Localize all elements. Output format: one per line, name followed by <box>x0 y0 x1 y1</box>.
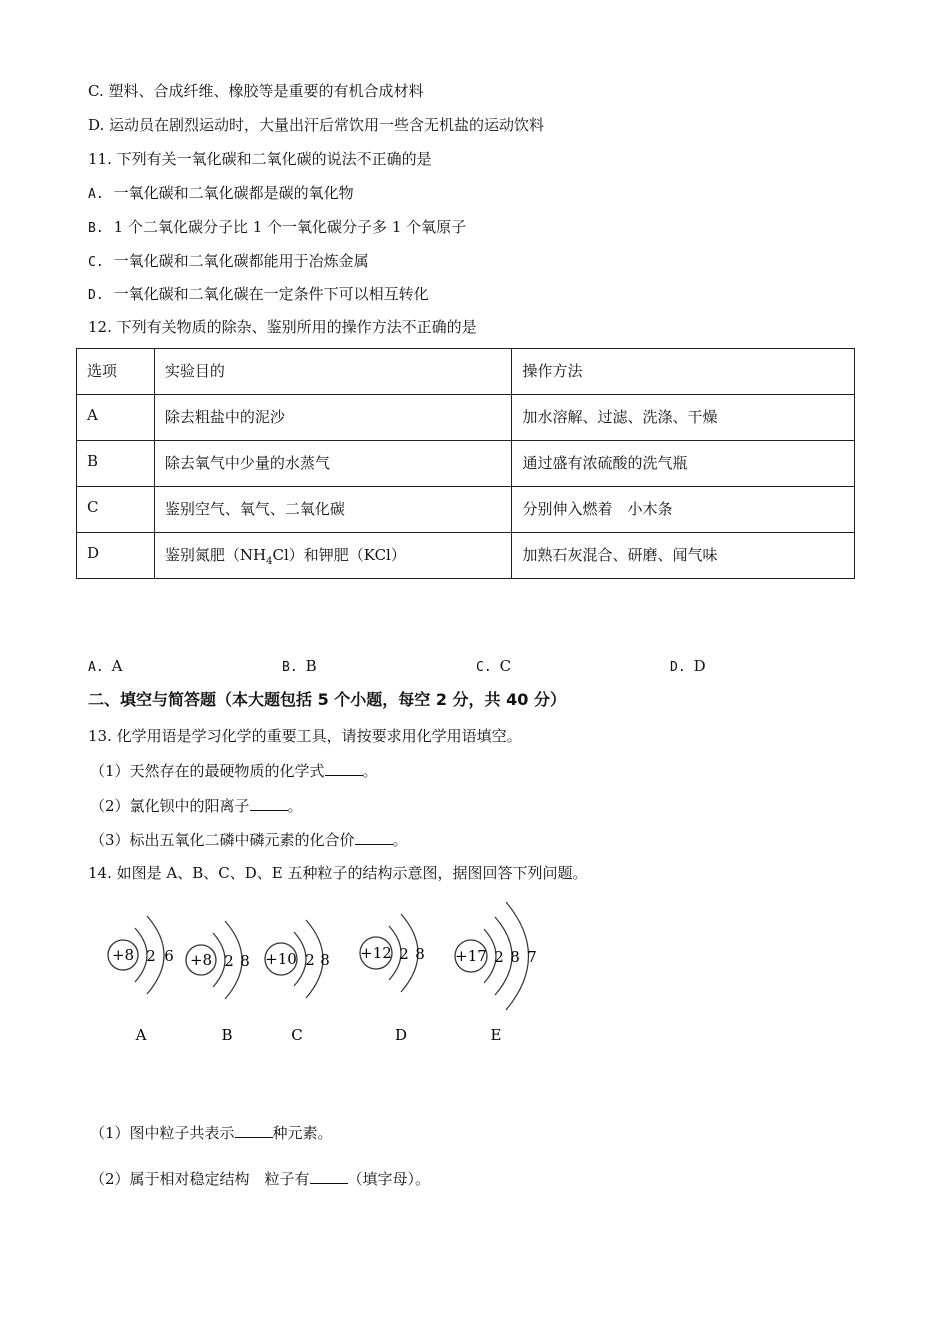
shell-electrons: 2 <box>305 951 315 969</box>
table-header-cell: 操作方法 <box>512 349 855 395</box>
answer-letter: C. <box>476 660 492 675</box>
atom-label: B <box>221 1026 233 1044</box>
part-end: 。 <box>392 831 408 849</box>
table-cell: 分别伸入燃着 小木条 <box>512 487 855 533</box>
table-cell: A <box>77 395 155 441</box>
q11-option-c-letter: C. <box>88 255 104 270</box>
nucleus-charge: +12 <box>360 944 392 962</box>
q11-option-b <box>88 217 466 239</box>
table-cell: 通过盛有浓硫酸的洗气瓶 <box>512 441 855 487</box>
part-text: （1）天然存在的最硬物质的化学式 <box>90 762 325 780</box>
atom-c <box>265 920 330 1044</box>
answer-text: A <box>111 657 123 675</box>
question-12-stem: 12. 下列有关物质的除杂、鉴别所用的操作方法不正确的是 <box>88 318 477 336</box>
question-14-stem: 14. 如图是 A、B、C、D、E 五种粒子的结构示意图，据图回答下列问题。 <box>88 864 588 882</box>
q11-option-d-letter: D. <box>88 288 104 303</box>
table-cell: 除去氧气中少量的水蒸气 <box>154 441 512 487</box>
answer-letter: D. <box>670 660 686 675</box>
q13-part-1 <box>90 761 378 781</box>
table-cell: 加熟石灰混合、研磨、闻气味 <box>512 533 855 579</box>
shell-electrons: 2 <box>494 948 504 966</box>
option-c-prev: C. 塑料、合成纤维、橡胶等是重要的有机合成材料 <box>88 82 424 100</box>
table-row <box>77 487 855 533</box>
nucleus-charge: +8 <box>111 946 135 964</box>
row-d-text: 鉴别氮肥（NH <box>164 546 267 564</box>
shell-electrons: 2 <box>146 947 156 965</box>
q11-option-a-letter: A. <box>88 187 104 202</box>
atom-label: A <box>135 1026 147 1044</box>
shell-electrons: 8 <box>415 945 425 963</box>
q11-option-d <box>88 284 429 306</box>
part-end: 。 <box>287 797 303 815</box>
section-2-title: 二、填空与简答题（本大题包括 5 个小题，每空 2 分，共 40 分） <box>88 690 566 709</box>
answer-text: D <box>693 657 706 675</box>
table-header-cell: 选项 <box>77 349 155 395</box>
question-11-stem: 11. 下列有关一氧化碳和二氧化碳的说法不正确的是 <box>88 150 432 168</box>
q13-part-2 <box>90 796 303 816</box>
atom-structure-diagram <box>95 898 555 1058</box>
atom-a <box>108 916 174 1044</box>
table-cell: C <box>77 487 155 533</box>
table-row <box>77 395 855 441</box>
q11-option-b-text: 1 个二氧化碳分子比 1 个一氧化碳分子多 1 个氧原子 <box>113 218 467 236</box>
part-end: 。 <box>362 762 378 780</box>
shell-electrons: 7 <box>527 948 537 966</box>
part-text: （2）属于相对稳定结构 粒子有 <box>90 1170 310 1188</box>
question-13-stem: 13. 化学用语是学习化学的重要工具，请按要求用化学用语填空。 <box>88 727 522 745</box>
atom-label: D <box>394 1026 408 1044</box>
answer-blank[interactable] <box>310 1169 348 1184</box>
shell-electrons: 8 <box>510 948 520 966</box>
option-d-prev: D. 运动员在剧烈运动时，大量出汗后常饮用一些含无机盐的运动饮料 <box>88 116 545 134</box>
row-d-subscript: 4 <box>266 556 273 567</box>
q13-part-3 <box>90 830 408 850</box>
shell-electrons: 2 <box>224 952 234 970</box>
answer-text: B <box>305 657 317 675</box>
answer-blank[interactable] <box>355 830 393 845</box>
q11-option-b-letter: B. <box>88 221 104 236</box>
nucleus-charge: +10 <box>265 950 297 968</box>
table-row <box>77 441 855 487</box>
q12-answer-d <box>670 657 706 675</box>
electron-shell <box>135 928 147 982</box>
part-end: （填字母）。 <box>347 1170 431 1188</box>
q14-part-1 <box>90 1123 333 1143</box>
table-cell: B <box>77 441 155 487</box>
q11-option-c-text: 一氧化碳和二氧化碳都能用于冶炼金属 <box>113 252 369 270</box>
part-end: 种元素。 <box>272 1124 333 1142</box>
table-cell: 鉴别空气、氧气、二氧化碳 <box>154 487 512 533</box>
q14-part-2 <box>90 1169 430 1189</box>
q12-answer-a <box>88 657 123 675</box>
atom-label: E <box>490 1026 502 1044</box>
table-cell: 加水溶解、过滤、洗涤、干燥 <box>512 395 855 441</box>
shell-electrons: 8 <box>240 952 250 970</box>
table-header-row <box>77 349 855 395</box>
part-text: （1）图中粒子共表示 <box>90 1124 235 1142</box>
answer-blank[interactable] <box>325 761 363 776</box>
part-text: （3）标出五氧化二磷中磷元素的化合价 <box>90 831 355 849</box>
q11-option-a <box>88 183 354 205</box>
answer-letter: A. <box>88 660 104 675</box>
part-text: （2）氯化钡中的阳离子 <box>90 797 250 815</box>
answer-blank[interactable] <box>235 1123 273 1138</box>
q11-option-c <box>88 251 369 273</box>
q11-option-d-text: 一氧化碳和二氧化碳在一定条件下可以相互转化 <box>113 285 429 303</box>
table-row <box>77 533 855 579</box>
shell-electrons: 8 <box>320 951 330 969</box>
shell-electrons: 2 <box>399 945 409 963</box>
answer-blank[interactable] <box>250 796 288 811</box>
nucleus-charge: +17 <box>455 947 487 965</box>
answer-text: C <box>499 657 512 675</box>
table-header-cell: 实验目的 <box>154 349 512 395</box>
atom-e <box>455 902 537 1044</box>
table-cell: 除去粗盐中的泥沙 <box>154 395 512 441</box>
atom-d <box>360 914 425 1044</box>
electron-shell <box>213 933 225 987</box>
answer-letter: B. <box>282 660 298 675</box>
q12-table <box>76 348 855 579</box>
nucleus-charge: +8 <box>189 951 213 969</box>
row-d-tail: Cl）和钾肥（KCl） <box>272 546 406 564</box>
q11-option-a-text: 一氧化碳和二氧化碳都是碳的氧化物 <box>113 184 354 202</box>
table-cell: D <box>77 533 155 579</box>
q12-answer-b <box>282 657 317 675</box>
table-cell <box>154 533 512 579</box>
atom-b <box>186 921 250 1044</box>
q12-answer-c <box>476 657 511 675</box>
atom-label: C <box>291 1026 303 1044</box>
shell-electrons: 6 <box>164 947 174 965</box>
